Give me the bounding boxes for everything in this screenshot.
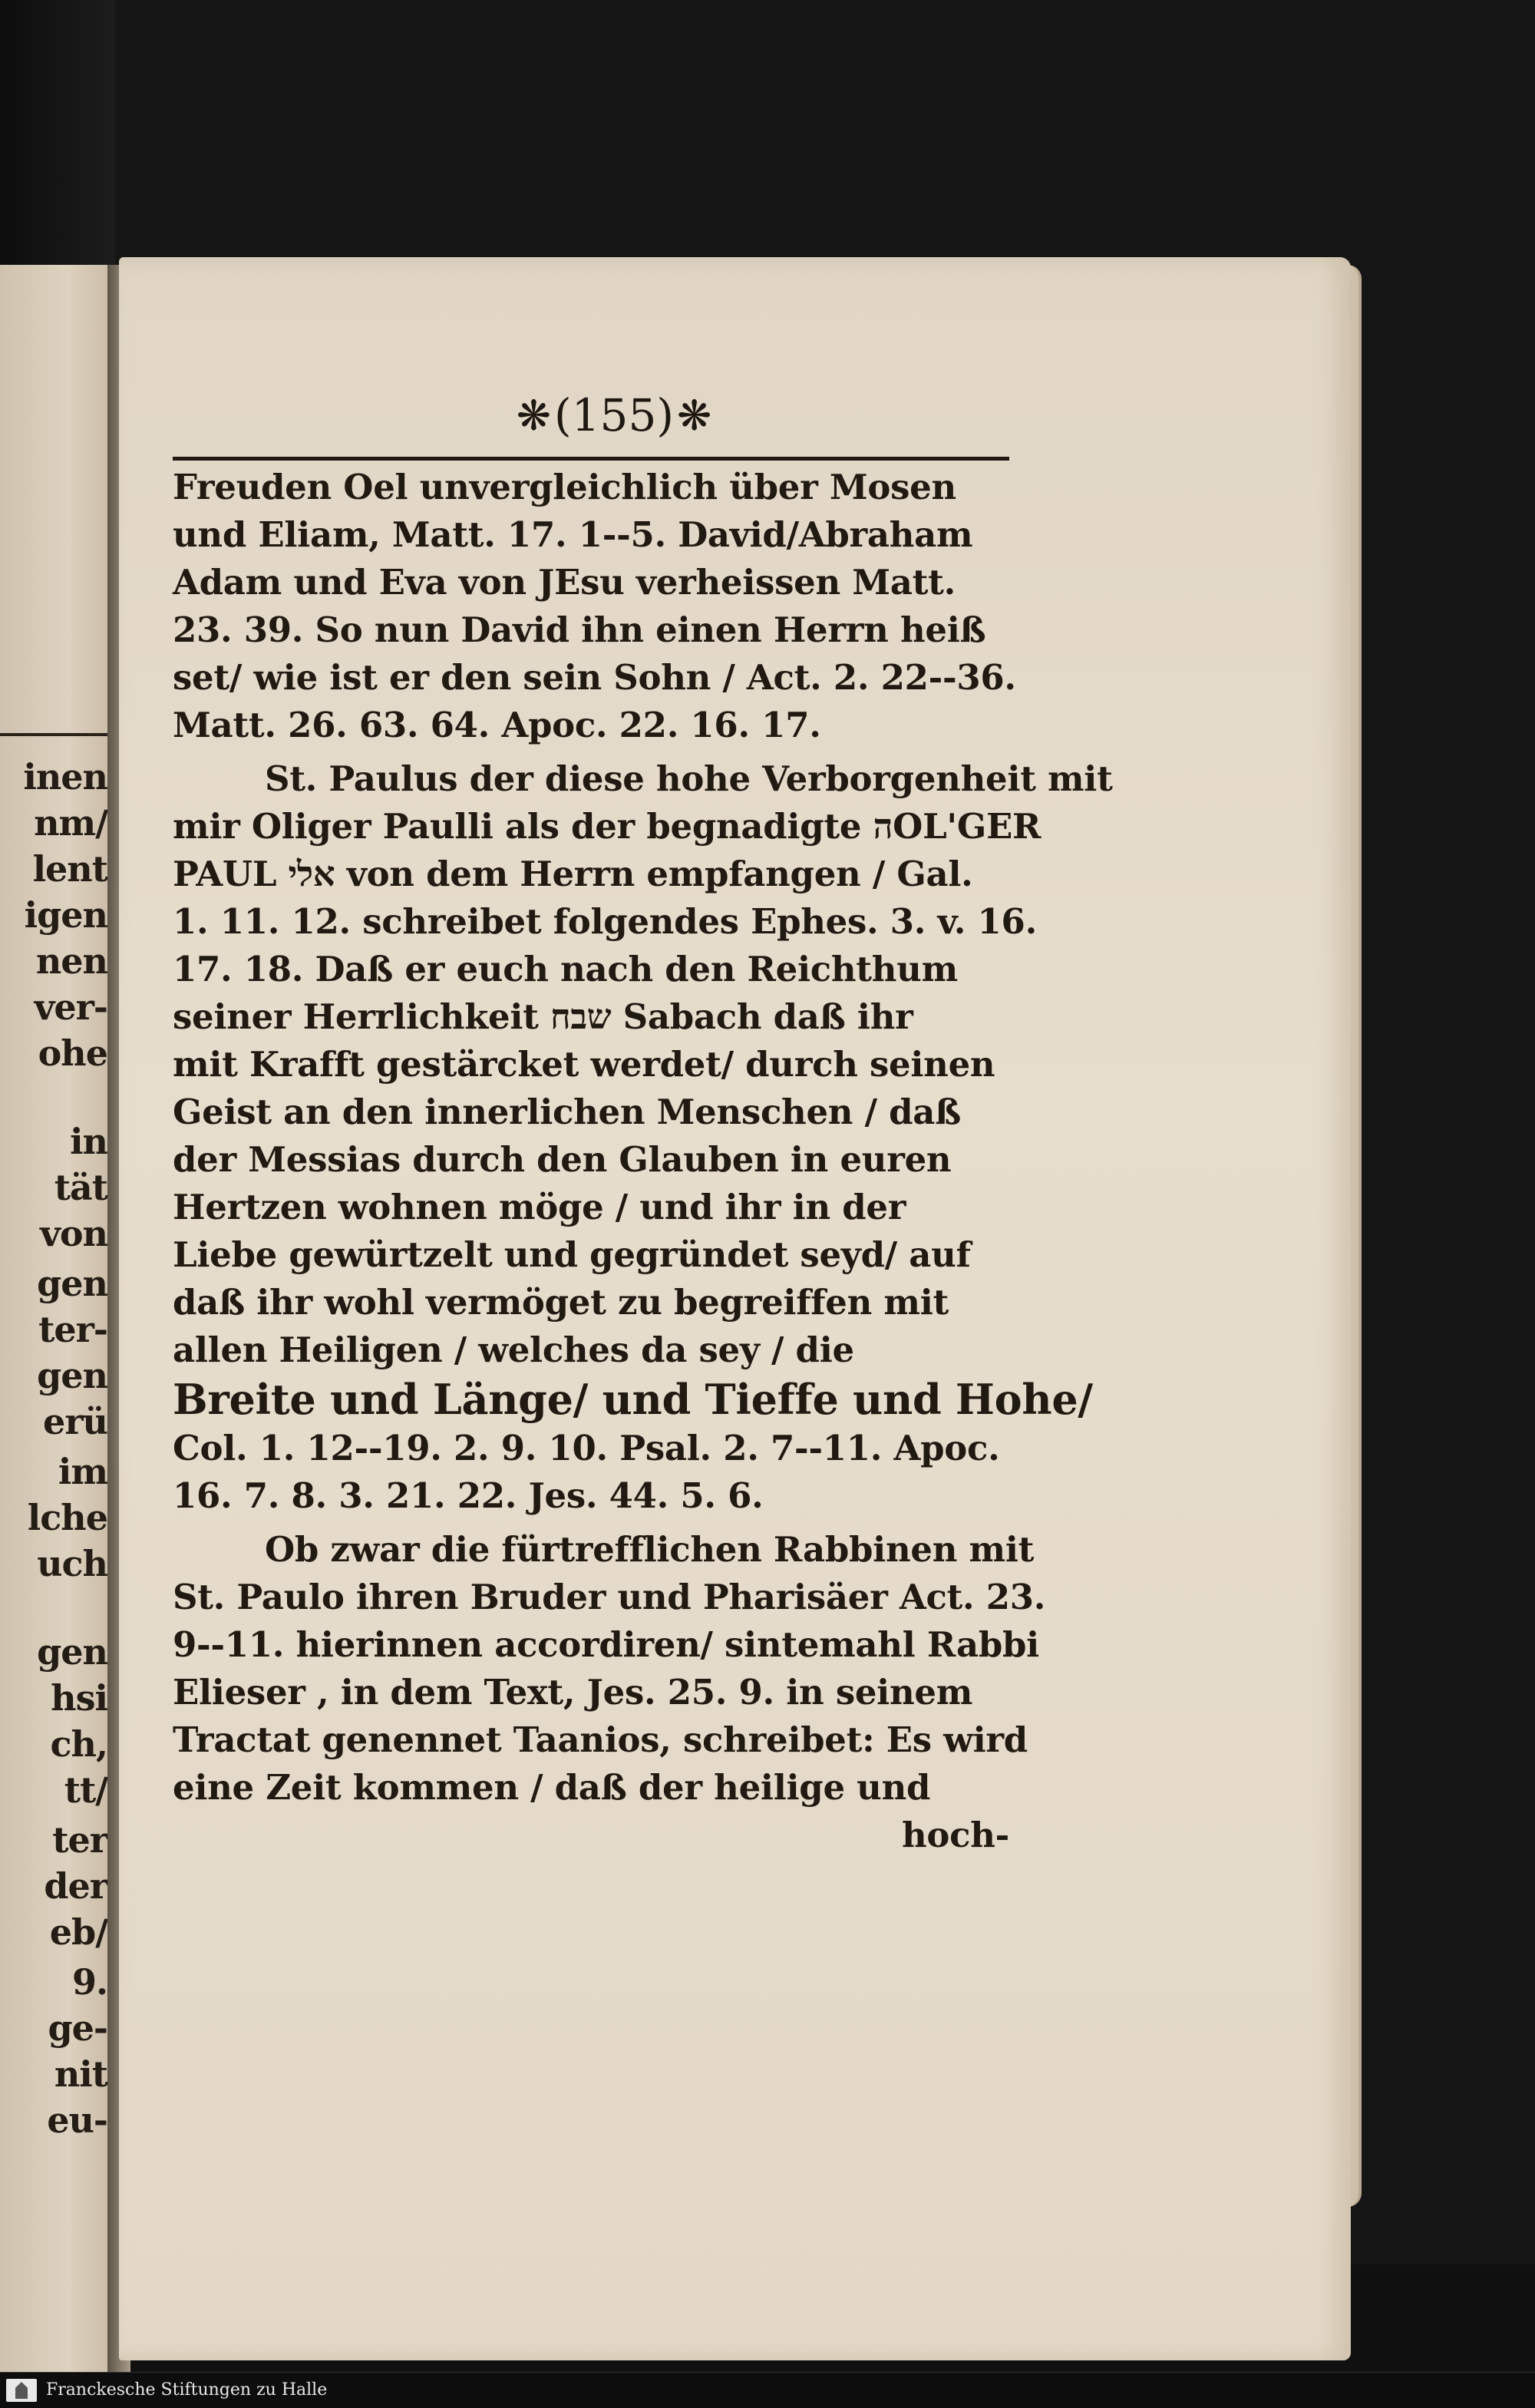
text-line: Freuden Oel unvergleichlich über Mosen: [173, 467, 956, 507]
text-line: daß ihr wohl vermöget zu begreiffen mit: [173, 1282, 949, 1323]
left-page-fragment: ter: [52, 1819, 107, 1861]
text-line: Breite und Länge/ und Tieffe und Hohe/: [173, 1375, 1093, 1424]
catchword: hoch-: [901, 1815, 1009, 1855]
text-line: Adam und Eva von JEsu verheissen Matt.: [173, 562, 956, 603]
left-page-fragment: in: [70, 1121, 107, 1162]
left-page-fragment: ver-: [34, 986, 107, 1028]
left-page-fragment: inen: [23, 756, 107, 798]
text-line: seiner Herrlichkeit שבח Sabach daß ihr: [173, 996, 913, 1037]
text-line: 23. 39. So nun David ihn einen Herrn heiß: [173, 609, 986, 650]
left-page-fragment: tt/: [64, 1769, 107, 1811]
left-page-fragment: ch,: [50, 1723, 107, 1765]
page-text-block: [173, 384, 1113, 1859]
left-page-fragment: nit: [54, 2053, 107, 2095]
left-page-fragment: hsi: [51, 1677, 107, 1719]
text-line: mir Oliger Paulli als der begnadigte הOL'GER: [173, 806, 1041, 847]
left-page-fragment: erü: [43, 1401, 107, 1442]
left-page-fragment: ge-: [48, 2007, 107, 2049]
text-line: set/ wie ist er den sein Sohn / Act. 2. 22--36.: [173, 657, 1016, 698]
text-line: 9--11. hierinnen accordiren/ sintemahl Rabbi: [173, 1624, 1039, 1665]
text-line: 1. 11. 12. schreibet folgendes Ephes. 3. v. 16.: [173, 901, 1037, 942]
text-line: 16. 7. 8. 3. 21. 22. Jes. 44. 5. 6.: [173, 1475, 764, 1516]
institution-logo-icon: [6, 2379, 37, 2402]
text-line: St. Paulus der diese hohe Verborgenheit mit: [265, 758, 1113, 799]
text-line: Tractat genennet Taanios, schreibet: Es wird: [173, 1719, 1028, 1760]
left-page-fragment: tät: [54, 1167, 107, 1208]
text-line: St. Paulo ihren Bruder und Pharisäer Act. 23.: [173, 1577, 1046, 1617]
flower-ornament-icon: ❋: [676, 391, 712, 441]
left-page-fragment: igen: [24, 894, 107, 936]
text-line: Hertzen wohnen möge / und ihr in der: [173, 1187, 906, 1227]
left-page-fragment: im: [58, 1451, 107, 1492]
left-page-fragment: gen: [37, 1355, 107, 1396]
text-line: und Eliam, Matt. 17. 1--5. David/Abraham: [173, 514, 973, 555]
left-page-fragment: lent: [32, 848, 107, 890]
left-page-fragment: nm/: [34, 802, 107, 844]
left-page-fragment: gen: [37, 1631, 107, 1673]
text-line: Elieser , in dem Text, Jes. 25. 9. in seinem: [173, 1672, 973, 1713]
text-line: Liebe gewürtzelt und gegründet seyd/ auf: [173, 1234, 971, 1275]
text-line: 17. 18. Daß er euch nach den Reichthum: [173, 949, 958, 989]
text-line: Matt. 26. 63. 64. Apoc. 22. 16. 17.: [173, 705, 821, 745]
left-page-fragment: gen: [37, 1263, 107, 1304]
left-page-fragment: 9.: [71, 1961, 107, 2003]
left-page-fragment: lche: [27, 1497, 107, 1538]
text-line: Col. 1. 12--19. 2. 9. 10. Psal. 2. 7--11. Apoc.: [173, 1428, 1000, 1468]
flower-ornament-icon: ❋: [516, 391, 552, 441]
left-page-fragment: nen: [35, 940, 107, 982]
left-page-fragment: ter-: [38, 1309, 107, 1350]
footer-strip: [0, 2372, 1535, 2408]
text-line: der Messias durch den Glauben in euren: [173, 1139, 952, 1180]
left-page-fragment: eu-: [47, 2099, 107, 2141]
text-line: Ob zwar die fürtrefflichen Rabbinen mit: [265, 1529, 1035, 1570]
left-page-head-rule: [0, 733, 107, 736]
text-line: Geist an den innerlichen Menschen / daß: [173, 1092, 961, 1132]
text-line: mit Krafft gestärcket werdet/ durch seinen: [173, 1044, 995, 1085]
text-line: eine Zeit kommen / daß der heilige und: [173, 1767, 931, 1808]
left-page-fragment: uch: [37, 1543, 107, 1584]
paragraph-gap: [173, 1520, 1009, 1526]
text-line: PAUL אלי von dem Herrn empfangen / Gal.: [173, 854, 973, 894]
text-line: allen Heiligen / welches da sey / die: [173, 1330, 854, 1370]
left-page-fragment: der: [44, 1865, 107, 1907]
left-page-fragment: von: [40, 1213, 107, 1254]
left-page-fragment: ohe: [38, 1032, 107, 1074]
paragraph-gap: [173, 749, 1009, 755]
page-number: (155): [554, 389, 674, 442]
page-header: [219, 384, 1009, 441]
header-rule: [173, 457, 1009, 461]
institution-name: Franckesche Stiftungen zu Halle: [46, 2380, 328, 2400]
left-page-fragment: eb/: [49, 1911, 107, 1953]
left-facing-page: [0, 265, 116, 2391]
